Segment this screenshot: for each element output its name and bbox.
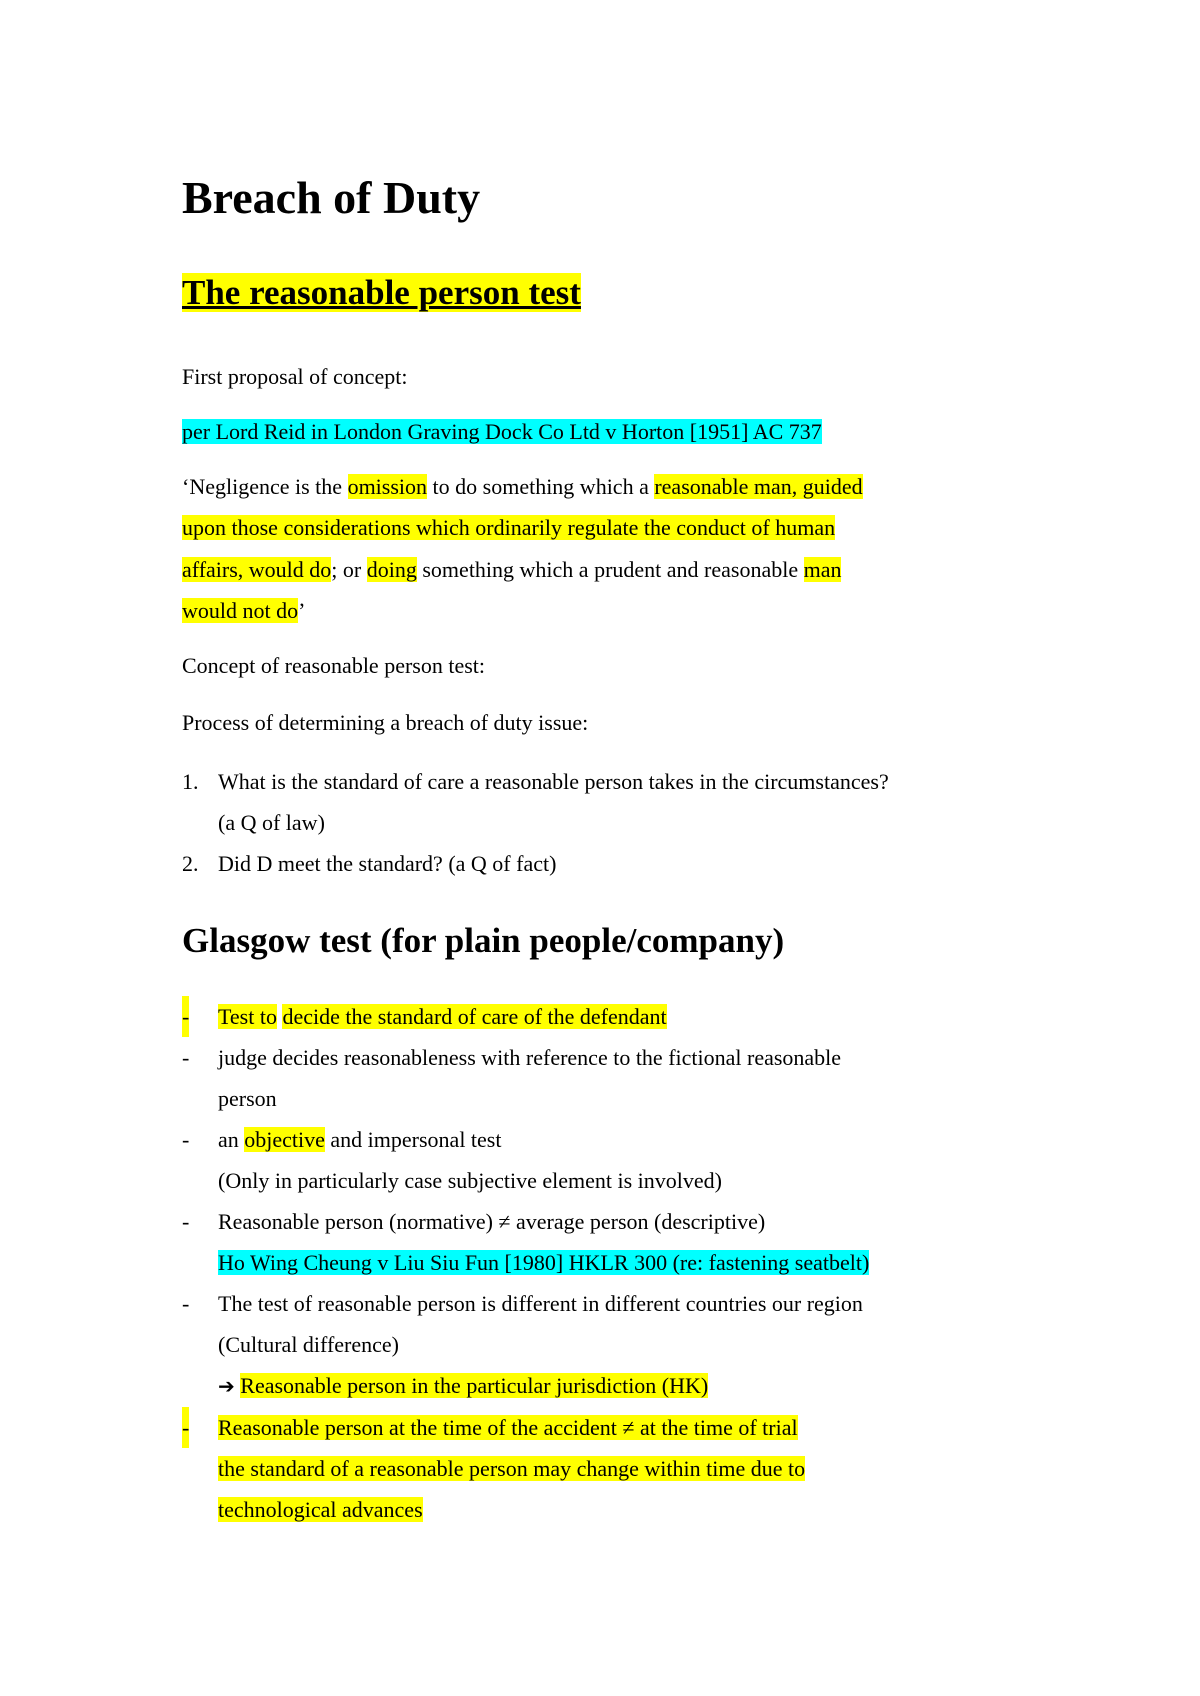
citation-text: per Lord Reid in London Graving Dock Co Ltd v Horton [1951] AC 737	[182, 419, 822, 444]
process-text: Process of determining a breach of duty issue:	[182, 710, 589, 735]
glasgow-test-bullets	[182, 996, 869, 1530]
process-steps-list	[182, 761, 889, 884]
bullet-text: (Only in particularly case subjective element is involved)	[218, 1168, 723, 1193]
bullet-text: The test of reasonable person is different in different countries our region	[218, 1291, 863, 1316]
bullet-dash: -	[182, 1291, 190, 1316]
arrow-point	[218, 1365, 869, 1407]
quote-highlight: upon those considerations which ordinarily regulate the conduct of human	[182, 515, 836, 540]
bullet-highlight: technological advances	[218, 1497, 423, 1522]
concept-text: Concept of reasonable person test:	[182, 653, 486, 678]
list-item	[182, 1201, 869, 1283]
bullet-highlight: Reasonable person in the particular jurisdiction (HK)	[240, 1373, 709, 1398]
list-item	[182, 761, 889, 843]
section-heading-reasonable-person	[182, 271, 581, 315]
bullet-continuation	[218, 1448, 869, 1489]
list-item	[182, 843, 889, 884]
quote-text: ’	[298, 598, 306, 623]
quote-highlight: man	[803, 557, 842, 582]
list-item	[182, 996, 869, 1037]
quote-line-4	[182, 590, 305, 631]
bullet-text: Reasonable person (normative) ≠ average person (descriptive)	[218, 1209, 766, 1234]
section-heading-glasgow-test: Glasgow test (for plain people/company)	[182, 921, 785, 960]
section-heading-text: The reasonable person test	[182, 273, 581, 312]
bullet-dash: -	[182, 996, 189, 1037]
bullet-dash: -	[182, 1209, 190, 1234]
bullet-text: an	[218, 1127, 245, 1152]
quote-text: ; or	[331, 557, 367, 582]
bullet-text: (Cultural difference)	[218, 1332, 400, 1357]
bullet-highlight: Test to	[218, 1004, 277, 1029]
bullet-dash: -	[182, 1407, 189, 1448]
bullet-dash: -	[182, 1127, 190, 1152]
first-proposal-text: First proposal of concept:	[182, 364, 408, 389]
quote-highlight: would not do	[182, 598, 299, 623]
quote-text: ‘Negligence is the	[182, 474, 348, 499]
arrow-right-icon: ➔	[218, 1374, 235, 1398]
quote-text: something which a prudent and reasonable	[416, 557, 804, 582]
bullet-text: and impersonal test	[324, 1127, 502, 1152]
citation-text: Ho Wing Cheung v Liu Siu Fun [1980] HKLR 300 (re: fastening seatbelt)	[218, 1250, 870, 1275]
document-title: Breach of Duty	[182, 172, 481, 223]
quote-highlight: doing	[366, 557, 417, 582]
quote-text: to do something which a	[427, 474, 655, 499]
bullet-highlight: the standard of a reasonable person may change within time due to	[218, 1456, 806, 1481]
bullet-highlight: Reasonable person at the time of the accident ≠ at the time of trial	[218, 1415, 798, 1440]
list-number: 1.	[182, 769, 199, 794]
list-item	[182, 1119, 869, 1201]
bullet-continuation	[218, 1489, 869, 1530]
list-item-text: (a Q of law)	[218, 810, 325, 835]
citation-ho-wing-cheung	[218, 1242, 869, 1283]
quote-line-3	[182, 549, 841, 590]
list-number: 2.	[182, 851, 199, 876]
quote-highlight: omission	[347, 474, 428, 499]
list-item-text: What is the standard of care a reasonable person takes in the circumstances?	[218, 769, 889, 794]
list-item-text: Did D meet the standard? (a Q of fact)	[218, 851, 557, 876]
quote-line-1	[182, 466, 863, 507]
bullet-text: judge decides reasonableness with reference to the fictional reasonable	[218, 1045, 842, 1070]
list-item	[182, 1037, 869, 1119]
bullet-highlight: objective	[244, 1127, 325, 1152]
bullet-dash: -	[182, 1045, 190, 1070]
list-item	[182, 1407, 869, 1530]
bullet-highlight: decide the standard of care of the defendant	[282, 1004, 667, 1029]
quote-highlight: reasonable man, guided	[654, 474, 863, 499]
quote-highlight: affairs, would do	[182, 557, 332, 582]
quote-line-2	[182, 507, 835, 548]
bullet-text: person	[218, 1086, 277, 1111]
list-item	[182, 1283, 869, 1407]
citation-london-graving-dock	[182, 411, 822, 452]
